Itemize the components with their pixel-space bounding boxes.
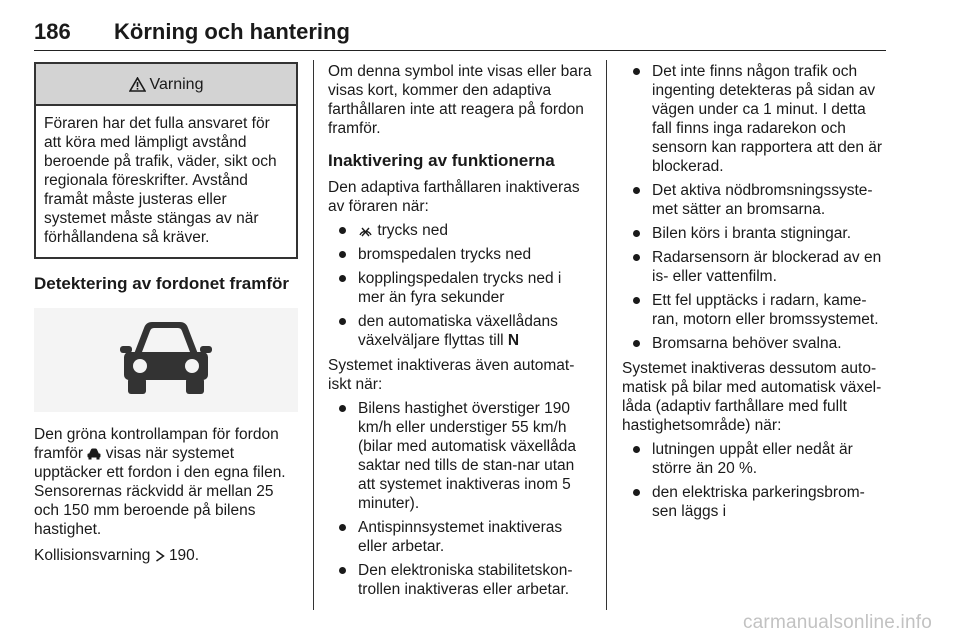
- warning-title: Varning: [149, 75, 204, 93]
- paragraph-lead: Den adaptiva farthållaren inaktiveras av föraren när:: [328, 179, 580, 215]
- list-item: Det aktiva nödbromsningssyste-met sätter an bromsarna.: [622, 181, 888, 219]
- paragraph-lead-2: Systemet inaktiveras även automat-iskt när:: [328, 357, 575, 393]
- paragraph-automatic-transmission: Systemet inaktiveras dessutom auto-matisk på bilar med automatisk växel-låda (adaptiv farthållare med fullt hastighetsområde) när:: [622, 360, 882, 434]
- paragraph-indicator: Den gröna kontrollampan för fordon framför visas när systemet upptäcker ett fordon i den egna filen. Sensorernas räckvidd är mellan 25 och 150 mm beroende på bilens hastighet.: [34, 426, 286, 538]
- column-1: [34, 62, 298, 565]
- list-item: den elektriska parkeringsbrom-sen läggs i: [622, 483, 888, 521]
- list-item: Bilens hastighet överstiger 190 km/h eller understiger 55 km/h (bilar med automatisk växellåda saktar ned tills de stan-nar utan att systemet inaktiveras inom 5 minuter).: [328, 399, 592, 513]
- warning-triangle-icon: [129, 77, 146, 92]
- list-item: bromspedalen trycks ned: [328, 245, 592, 264]
- column-divider-2: [606, 60, 607, 610]
- list-item: Ett fel upptäcks i radarn, kame-ran, motorn eller bromssystemet.: [622, 291, 888, 329]
- warning-header: [36, 64, 296, 106]
- list-item: Radarsensorn är blockerad av en is- eller vattenfilm.: [622, 248, 888, 286]
- auto-deactivation-list-continued: [622, 62, 888, 353]
- auto-deactivation-list: [328, 399, 592, 599]
- list-item: Bromsarna behöver svalna.: [622, 334, 888, 353]
- watermark: carmanualsonline.info: [742, 612, 932, 633]
- list-item: trycks ned: [328, 221, 592, 240]
- list-item: den automatiska växellådans växelväljare flyttas till N: [328, 312, 592, 350]
- page-reference-icon: [155, 550, 165, 562]
- paragraph-collision-ref: Kollisionsvarning 190.: [34, 547, 200, 564]
- list-item: Den elektroniska stabilitetskon-trollen inaktiveras eller arbetar.: [328, 561, 592, 599]
- vehicle-ahead-indicator-icon: [120, 320, 212, 396]
- paragraph-intro: Om denna symbol inte visas eller bara visas kort, kommer den adaptiva farthållaren inte att reagera på fordon framför.: [328, 63, 592, 137]
- column-3: [622, 62, 888, 521]
- heading-deactivation: Inaktivering av funktionerna: [328, 151, 555, 170]
- vehicle-ahead-small-icon: [87, 448, 101, 460]
- page-header: [34, 16, 886, 51]
- warning-text: Föraren har det fulla ansvaret för att köra med lämpligt avstånd beroende på trafik, väder, sikt och regionala föreskrifter. Avstånd framåt måste justeras eller systemet måste stängas av när förhållandena så kräver.: [44, 115, 277, 246]
- warning-box: [34, 62, 298, 259]
- vehicle-ahead-indicator-image: [34, 308, 298, 412]
- list-item: Bilen körs i branta stigningar.: [622, 224, 888, 243]
- list-item: Antispinnsystemet inaktiveras eller arbetar.: [328, 518, 592, 556]
- page-reference[interactable]: 190.: [168, 547, 200, 564]
- section-title: Körning och hantering: [114, 19, 350, 44]
- cruise-control-cancel-icon: [358, 226, 373, 237]
- page-number: 186: [34, 19, 71, 44]
- column-divider-1: [313, 60, 314, 610]
- deactivation-list: [328, 221, 592, 350]
- list-item: Det inte finns någon trafik och ingenting detekteras på sidan av vägen under ca 1 minut. I detta fall finns inga radarekon och sensorn kan rapportera att den är blockerad.: [622, 62, 888, 176]
- column-2: [328, 62, 592, 599]
- list-item: lutningen uppåt eller nedåt är större än 20 %.: [622, 440, 888, 478]
- list-item: kopplingspedalen trycks ned i mer än fyra sekunder: [328, 269, 592, 307]
- automatic-transmission-list: [622, 440, 888, 521]
- heading-vehicle-ahead: Detektering av fordonet framför: [34, 274, 290, 293]
